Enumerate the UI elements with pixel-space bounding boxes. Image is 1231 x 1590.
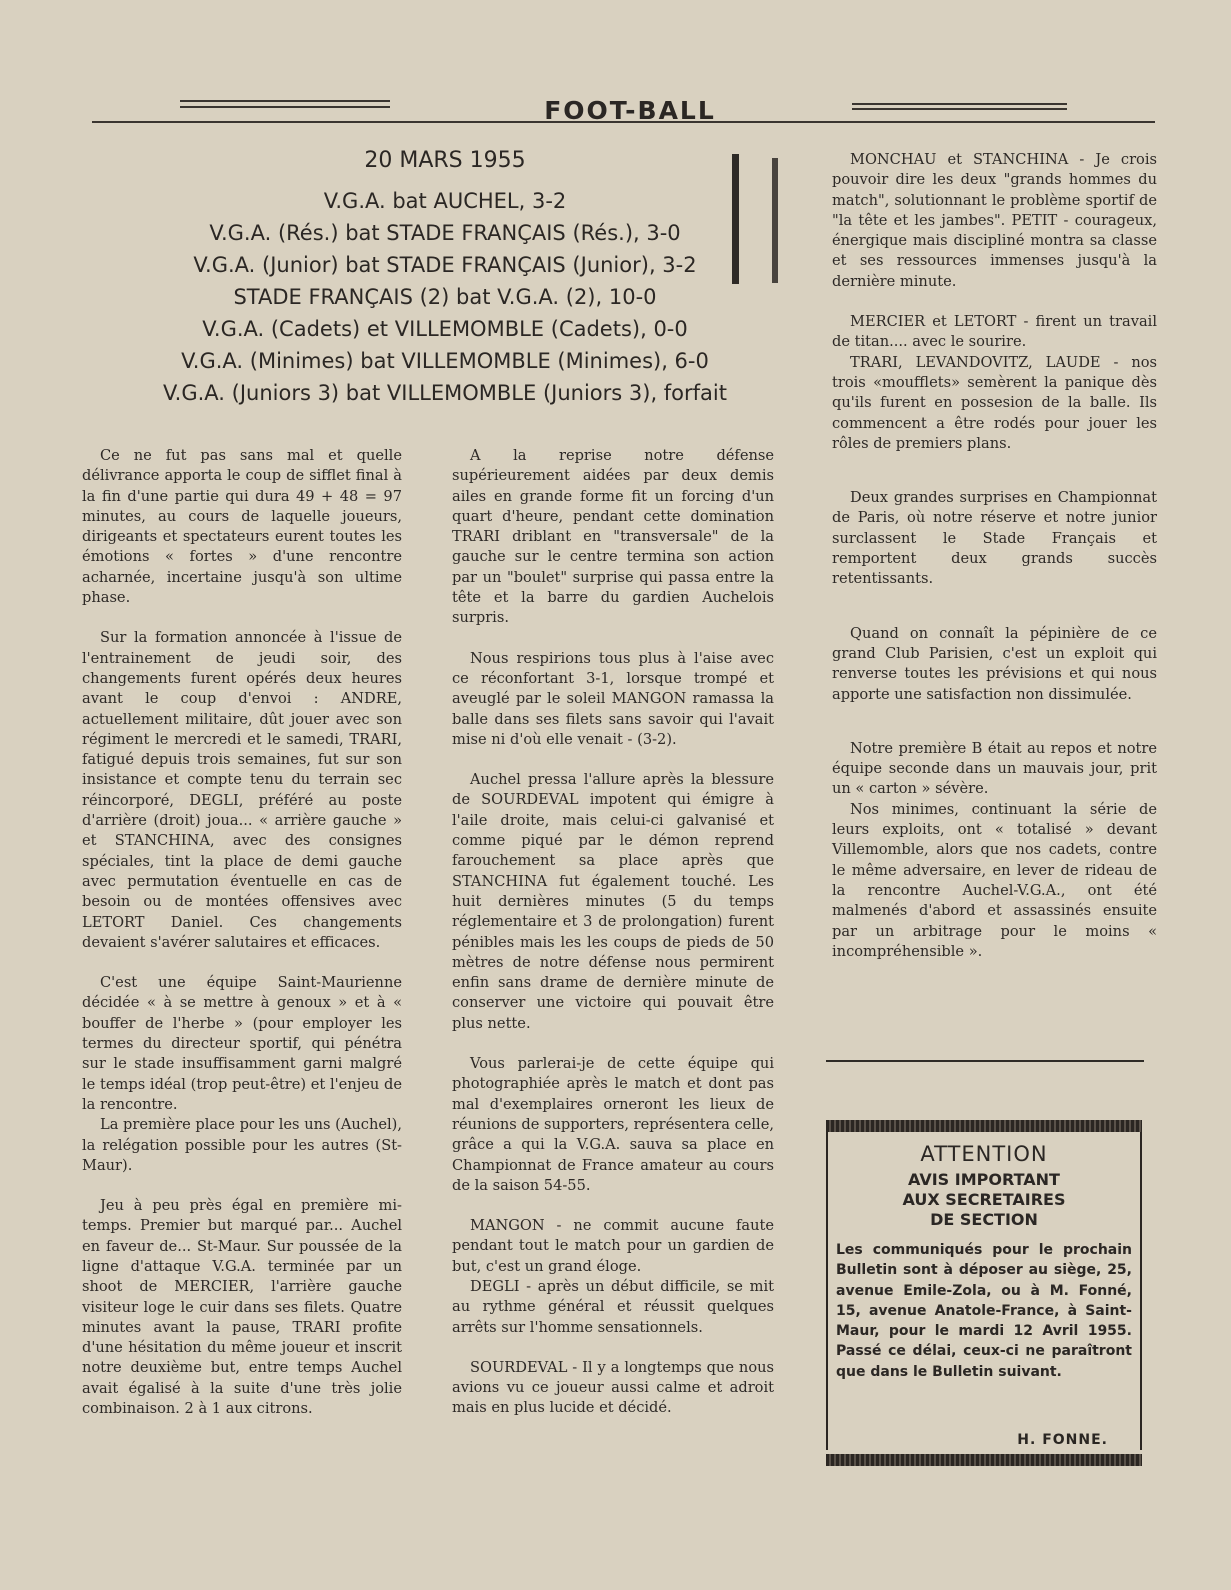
results-date: 20 MARS 1955 — [364, 148, 526, 173]
article-column-2 — [452, 446, 774, 1439]
header-rule-right-bottom — [852, 108, 1067, 110]
notice-signature: H. FONNE. — [1017, 1432, 1108, 1448]
paragraph: DEGLI - après un début difficile, se mit au rythme général et réussit quelques arrêts sur l'homme sensationnels. — [452, 1277, 774, 1336]
result-line: STADE FRANÇAIS (2) bat V.G.A. (2), 10-0 — [233, 285, 657, 309]
article-column-1 — [82, 446, 402, 1439]
paragraph: Notre première B était au repos et notre équipe seconde dans un mauvais jour, prit un « carton » sévère. — [832, 739, 1157, 798]
paragraph: Vous parlerai-je de cette équipe qui photographiée après le match et dont pas mal d'exemplaires orneront les lieux de réunions de supporters, représentera celle, grâce a qui la V.G.A. sauva sa place en Championnat de France amateur au cours de la saison 54-55. — [452, 1055, 774, 1194]
notice-title: ATTENTION — [920, 1142, 1048, 1166]
paragraph: MONCHAU et STANCHINA - Je crois pouvoir dire les deux "grands hommes du match", solutionnant le problème sportif de "la tête et les jambes". PETIT - courageux, énergique mais discipliné montra sa classe et ses ressources immenses jusqu'à la dernière minute. — [832, 151, 1157, 290]
header-rule-right-top — [852, 103, 1067, 105]
paragraph: MANGON - ne commit aucune faute pendant tout le match pour un gardien de but, c'est un grand éloge. — [452, 1217, 774, 1275]
paragraph: C'est une équipe Saint-Maurienne décidée « à se mettre à genoux » et à « bouffer de l'herbe » (pour employer les termes du directeur sportif, qui pénétra sur le stade insuffisamment garni malgré le temps idéal (trop peut-être) et l'enjeu de la rencontre. — [82, 974, 402, 1113]
paragraph: Ce ne fut pas sans mal et quelle délivrance apporta le coup de sifflet final à la fin d'une partie qui dura 49 + 48 = 97 minutes, au cours de laquelle joueurs, dirigeants et spectateurs eurent toutes les émotions « fortes » d'une rencontre acharnée, incertaine jusqu'à son ultime phase. — [82, 447, 402, 607]
notice-body: Les communiqués pour le prochain Bulletin sont à déposer au siège, 25, avenue Emile-Zola, ou à M. Fonné, 15, avenue Anatole-France, à Saint-Maur, pour le mardi 12 Avril 1955. Passé ce délai, ceux-ci ne paraîtront que dans le Bulletin suivant. — [836, 1242, 1132, 1380]
paragraph: A la reprise notre défense supérieurement aidées par deux demis ailes en grande forme fit un forcing d'un quart d'heure, pendant cette domination TRARI driblant en "transversale" de la gauche sur le centre termina son action par un "boulet" surprise qui passa entre la tête et la barre du gardien Auchelois surpris. — [452, 447, 774, 627]
paragraph: Nous respirions tous plus à l'aise avec ce réconfortant 3-1, lorsque trompé et aveuglé par le soleil MANGON ramassa la balle dans ses filets sans savoir qui l'avait mise ni d'où elle venait - (3-2). — [452, 649, 774, 748]
paragraph: La première place pour les uns (Auchel), la relégation possible pour les autres (St-Maur). — [82, 1116, 402, 1174]
result-line: V.G.A. (Minimes) bat VILLEMOMBLE (Minimes), 6-0 — [181, 349, 709, 373]
result-line: V.G.A. (Juniors 3) bat VILLEMOMBLE (Juniors 3), forfait — [163, 381, 727, 405]
result-line: V.G.A. bat AUCHEL, 3-2 — [323, 189, 567, 213]
paragraph: Deux grandes surprises en Championnat de Paris, où notre réserve et notre junior surclassent le Stade Français et remportent deux grands succès retentissants. — [832, 489, 1157, 588]
notice-box — [826, 1120, 1142, 1460]
paragraph: Nos minimes, continuant la série de leurs exploits, ont « totalisé » devant Villemomble, alors que nos cadets, contre le même adversaire, en lever de rideau de la rencontre Auchel-V.G.A., ont été malmenés d'abord et assassinés ensuite par un arbitrage pour le moins « incompréhensible ». — [832, 800, 1157, 960]
paragraph: SOURDEVAL - Il y a longtemps que nous avions vu ce joueur aussi calme et adroit mais en plus lucide et décidé. — [452, 1358, 774, 1417]
decorative-bar-right — [772, 158, 778, 283]
header-rule-left-top — [180, 100, 390, 102]
decorative-bar-left — [732, 154, 739, 284]
notice-subtitle-line: DE SECTION — [930, 1210, 1038, 1229]
notice-top-band — [826, 1120, 1142, 1132]
header-rule-left-bottom — [180, 106, 390, 108]
paragraph: Auchel pressa l'allure après la blessure de SOURDEVAL impotent qui émigre à l'aile droite, mais celui-ci galvanisé et comme piqué par le démon reprend farouchement sa place après que STANCHINA fut également touché. Les huit dernières minutes (5 du temps réglementaire et 3 de prolongation) furent pénibles mais les les coups de pieds de 50 mètres de notre défense nous permirent enfin sans drame de dernière minute de conserver une victoire qui pouvait être plus nette. — [452, 771, 774, 1032]
notice-bottom-band — [826, 1454, 1142, 1466]
notice-subtitle-line: AUX SECRETAIRES — [902, 1190, 1066, 1209]
column-divider-rule — [826, 1060, 1144, 1062]
match-results — [150, 148, 740, 409]
paragraph: Jeu à peu près égal en première mi-temps. Premier but marqué par... Auchel en faveur de... St-Maur. Sur poussée de la ligne d'attaque V.G.A. terminée par un shoot de MERCIER, l'arrière gauche visiteur loge le cuir dans ses filets. Quatre minutes avant la pause, TRARI profite d'une hésitation du même joueur et inscrit notre deuxième but, entre temps Auchel avait égalisé à la suite d'une très jolie combinaison. 2 à 1 aux citrons. — [82, 1197, 402, 1418]
notice-subtitle-line: AVIS IMPORTANT — [908, 1170, 1060, 1189]
result-line: V.G.A. (Junior) bat STADE FRANÇAIS (Junior), 3-2 — [193, 253, 697, 277]
paragraph: MERCIER et LETORT - firent un travail de titan.... avec le sourire. — [832, 313, 1157, 351]
section-title: FOOT-BALL — [544, 96, 716, 125]
paragraph: Quand on connaît la pépinière de ce grand Club Parisien, c'est un exploit qui renverse toutes les prévisions et qui nous apporte une satisfaction non dissimulée. — [832, 624, 1157, 703]
result-line: V.G.A. (Cadets) et VILLEMOMBLE (Cadets), 0-0 — [202, 317, 688, 341]
article-column-3 — [832, 150, 1157, 982]
notice-subtitle — [826, 1170, 1142, 1230]
paragraph: TRARI, LEVANDOVITZ, LAUDE - nos trois «moufflets» semèrent la panique dès qu'ils furent en possesion de la balle. Ils commencent a être rodés pour jouer les rôles de premiers plans. — [832, 353, 1157, 452]
result-line: V.G.A. (Rés.) bat STADE FRANÇAIS (Rés.), 3-0 — [209, 221, 681, 245]
paragraph: Sur la formation annoncée à l'issue de l'entrainement de jeudi soir, des changements furent opérés deux heures avant le coup d'envoi : ANDRE, actuellement militaire, dût jouer avec son régiment le mercredi et le samedi, TRARI, fatigué depuis trois semaines, fut sur son insistance et compte tenu du terrain sec réincorporé, DEGLI, préféré au poste d'arrière (droit) joua... « arrière gauche » et STANCHINA, avec des consignes spéciales, tint la place de demi gauche avec permutation éventuelle en cas de besoin ou de montées offensives avec LETORT Daniel. Ces changements devaient s'avérer salutaires et efficaces. — [82, 629, 402, 951]
